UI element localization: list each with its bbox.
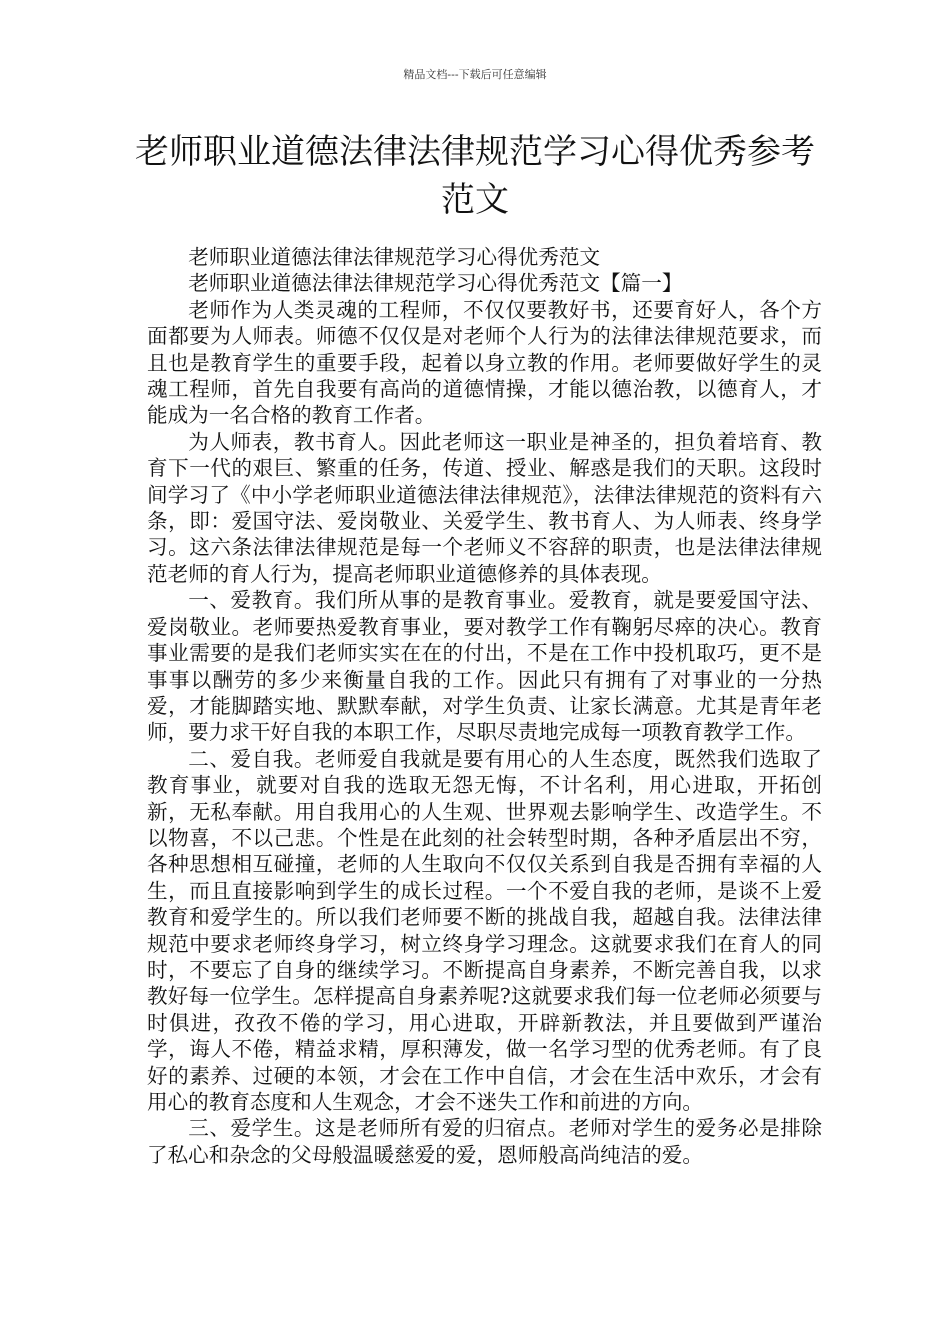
body-paragraph: 三、爱学生。这是老师所有爱的归宿点。老师对学生的爱务必是排除了私心和杂念的父母般温暖慈爱的爱，恩师般高尚纯洁的爱。: [147, 1116, 822, 1167]
document-title: 老师职业道德法律法律规范学习心得优秀参考范文: [135, 132, 815, 220]
section-heading: 老师职业道德法律法律规范学习心得优秀范文【篇一】: [188, 271, 683, 296]
subtitle-line: 老师职业道德法律法律规范学习心得优秀范文: [188, 245, 601, 269]
body-paragraph: 二、爱自我。老师爱自我就是要有用心的人生态度，既然我们选取了教育事业，就要对自我的选取无怨无悔，不计名利，用心进取，开拓创新，无私奉献。用自我用心的人生观、世界观去影响学生、改造学生。不以物喜，不以己悲。个性是在此刻的社会转型时期，各种矛盾层出不穷，各种思想相互碰撞，老师的人生取向不仅仅关系到自我是否拥有幸福的人生，而且直接影响到学生的成长过程。一个不爱自我的老师，是谈不上爱教育和爱学生的。所以我们老师要不断的挑战自我，超越自我。法律法律规范中要求老师终身学习，树立终身学习理念。这就要求我们在育人的同时，不要忘了自身的继续学习。不断提高自身素养，不断完善自我，以求教好每一位学生。怎样提高自身素养呢?这就要求我们每一位老师必须要与时俱进，孜孜不倦的学习，用心进取，开辟新教法，并且要做到严谨治学，诲人不倦，精益求精，厚积薄发，做一名学习型的优秀老师。有了良好的素养、过硬的本领，才会在工作中自信，才会在生活中欢乐，才会有用心的教育态度和人生观念，才会不迷失工作和前进的方向。: [147, 746, 822, 1114]
header-note: 精品文档---下载后可任意编辑: [403, 68, 547, 81]
document-body: [147, 244, 822, 1168]
body-paragraph: 一、爱教育。我们所从事的是教育事业。爱教育，就是要爱国守法、爱岗敬业。老师要热爱教育事业，要对教学工作有鞠躬尽瘁的决心。教育事业需要的是我们老师实实在在的付出，不是在工作中投机取巧，更不是事事以酬劳的多少来衡量自我的工作。因此只有拥有了对事业的一分热爱，才能脚踏实地、默默奉献，对学生负责、让家长满意。尤其是青年老师，要力求干好自我的本职工作，尽职尽责地完成每一项教育教学工作。: [147, 588, 822, 745]
body-paragraph: 为人师表，教书育人。因此老师这一职业是神圣的，担负着培育、教育下一代的艰巨、繁重的任务，传道、授业、解惑是我们的天职。这段时间学习了《中小学老师职业道德法律法律规范》，法律法律规范的资料有六条，即：爱国守法、爱岗敬业、关爱学生、教书育人、为人师表、终身学习。这六条法律法律规范是每一个老师义不容辞的职责，也是法律法律规范老师的育人行为，提高老师职业道德修养的具体表现。: [147, 429, 822, 586]
body-paragraph: 老师作为人类灵魂的工程师，不仅仅要教好书，还要育好人，各个方面都要为人师表。师德不仅仅是对老师个人行为的法律法律规范要求，而且也是教育学生的重要手段，起着以身立教的作用。老师要做好学生的灵魂工程师，首先自我要有高尚的道德情操，才能以德治教，以德育人，才能成为一名合格的教育工作者。: [147, 297, 822, 428]
